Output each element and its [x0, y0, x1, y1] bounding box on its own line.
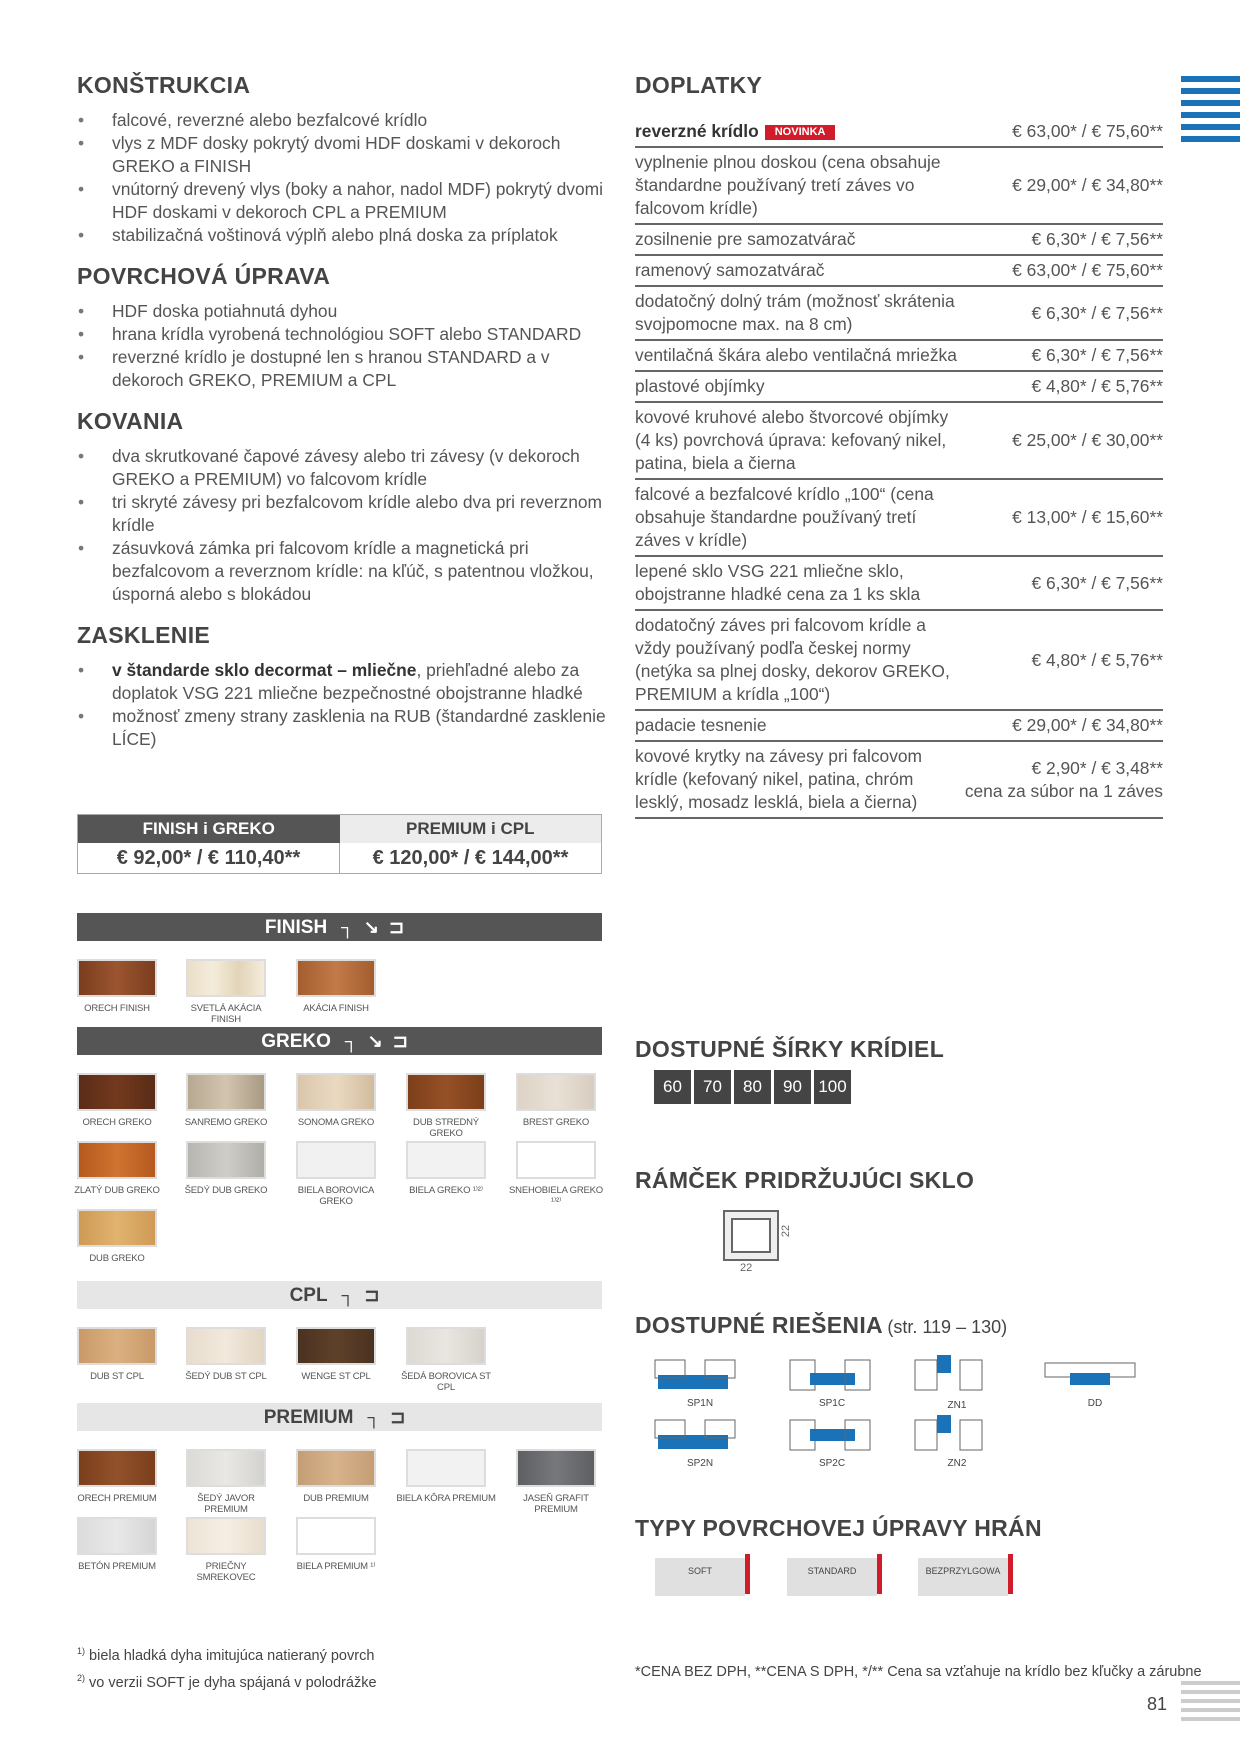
list-item: • reverzné krídlo je dostupné len s hranou STANDARD a v dekoroch GREKO, PREMIUM a CPL [77, 346, 612, 392]
edge-marker [745, 1554, 755, 1594]
swatch-label: SVETLÁ AKÁCIA FINISH [190, 1003, 262, 1025]
swatch [296, 959, 376, 997]
width-chip: 90 [774, 1070, 811, 1104]
price-finish-greko: € 92,00* / € 110,40** [78, 843, 340, 873]
bold-text: v štandarde sklo decormat – mliečne [112, 660, 417, 680]
swatch [406, 1141, 486, 1179]
swatch-label: ZLATÝ DUB GREKO [74, 1185, 160, 1196]
swatch [516, 1073, 596, 1111]
table-row [635, 340, 1163, 371]
width-chip: 70 [694, 1070, 731, 1104]
edge-marker [1008, 1554, 1018, 1594]
solution-label: ZN1 [947, 1400, 967, 1411]
list-item: • vnútorný drevený vlys (boky a nahor, nadol MDF) pokrytý dvomi HDF doskami v dekoroch CPL a PREMIUM [77, 178, 612, 224]
greko-band [77, 1027, 602, 1055]
width-chip: 80 [734, 1070, 771, 1104]
swatch [77, 959, 157, 997]
row-label: kovové kruhové alebo štvorcové objímky (4 ks) povrchová úprava: kefovaný nikel, patina, biela a čierna [635, 402, 965, 479]
row-label: kovové krytky na závesy pri falcovom krídle (kefovaný nikel, patina, chróm lesklý, mosadz lesklá, biela a čierna) [635, 741, 965, 818]
solution-label: ZN2 [947, 1458, 967, 1469]
swatch-label: AKÁCIA FINISH [303, 1003, 369, 1014]
footnotes [77, 1640, 377, 1694]
row-label: vyplnenie plnou doskou (cena obsahuje štandardne používaný tretí záves vo falcovom krídle) [635, 147, 965, 224]
row-label: dodatočný dolný trám (možnosť skrátenia svojpomocne max. na 8 cm) [635, 286, 965, 340]
row-label: zosilnenie pre samozatvárač [635, 224, 965, 255]
table-row [635, 556, 1163, 610]
row-price: € 63,00* / € 75,60** [965, 255, 1163, 286]
swatch [186, 1517, 266, 1555]
table-row [635, 741, 1163, 818]
zn1-door [937, 1355, 951, 1373]
row-label: plastové objímky [635, 371, 965, 402]
povrchova-list [77, 300, 612, 392]
row-label: ventilačná škára alebo ventilačná mriežka [635, 340, 965, 371]
swatch [406, 1073, 486, 1111]
blue-stripes-decoration [1181, 76, 1240, 148]
row-label: dodatočný záves pri falcovom krídle a vždy používaný podľa českej normy (netýka sa plnej dosky, dekorov GREKO, PREMIUM a krídla „100“) [635, 610, 965, 710]
page-number: 81 [1147, 1694, 1168, 1714]
swatch [186, 1449, 266, 1487]
row-label: falcové a bezfalcové krídlo „100“ (cena obsahuje štandardne používaný tretí záves v krídle) [635, 479, 965, 556]
doplatky-title: DOPLATKY [635, 72, 763, 98]
door-type-icons: ┐↘⊐ [344, 1031, 418, 1051]
zn2-frame [915, 1420, 937, 1450]
swatch-label: ŠEDÝ JAVOR PREMIUM [197, 1493, 255, 1515]
left-column [77, 72, 612, 767]
list-item: • zásuvková zámka pri falcovom krídle a magnetická pri bezfalcovom a reverznom krídle: na kľúč, s patentnou vložkou, úsporná alebo s blokádou [77, 537, 612, 606]
band-label: PREMIUM [263, 1407, 354, 1428]
edge-label: SOFT [688, 1566, 712, 1576]
footnote-2: $^{2)}$ vo verzii SOFT je dyha spájaná v polodrážke [77, 1672, 377, 1691]
table-row [635, 710, 1163, 741]
table-row [635, 610, 1163, 710]
sp2n-door [658, 1435, 728, 1449]
swatch-label: BIELA PREMIUM ¹⁾ [296, 1561, 376, 1572]
hrany-title: TYPY POVRCHOVEJ ÚPRAVY HRÁN [635, 1515, 1042, 1541]
table-row [635, 224, 1163, 255]
swatch [186, 1141, 266, 1179]
swatch [516, 1449, 596, 1487]
list-text: , priehľadné alebo za doplatok VSG 221 mliečne bezpečnostné obojstranne hladké [112, 660, 583, 703]
door-type-icons: ┐⊐ [341, 1285, 390, 1305]
swatch [406, 1449, 486, 1487]
povrchova-title: POVRCHOVÁ ÚPRAVA [77, 263, 331, 289]
swatch-label: DUB STREDNÝ GREKO [413, 1117, 479, 1139]
table-row [635, 147, 1163, 224]
swatch [296, 1073, 376, 1111]
swatch-label: ORECH FINISH [84, 1003, 150, 1014]
swatch [296, 1517, 376, 1555]
price: € 2,90* / € 3,48** [1031, 757, 1163, 778]
list-item: • hrana krídla vyrobená technológiou SOFT alebo STANDARD [77, 323, 612, 346]
swatch-label: ŠEDÁ BOROVICA ST CPL [401, 1371, 491, 1393]
footnote-text: vo verzii SOFT je dyha spájaná v polodrážke [89, 1674, 377, 1691]
price-premium-cpl: € 120,00* / € 144,00** [372, 847, 569, 869]
dimension-label: 22 [780, 1224, 793, 1238]
zn1-frame [915, 1360, 937, 1390]
swatch-label: PRIEČNY SMREKOVEC [196, 1561, 256, 1583]
list-item: • vlys z MDF dosky pokrytý dvomi HDF doskami v dekoroch GREKO a FINISH [77, 132, 612, 178]
right-column [635, 72, 1163, 819]
price-footnote: *CENA BEZ DPH, **CENA S DPH, */** Cena sa vzťahuje na krídlo bez kľučky a zárubne [635, 1664, 1202, 1680]
list-item [77, 659, 612, 705]
swatch-label: DUB PREMIUM [303, 1493, 369, 1504]
premium-band [77, 1403, 602, 1431]
doplatky-table [635, 117, 1163, 819]
zasklenie-title: ZASKLENIE [77, 622, 211, 648]
swatch [77, 1209, 157, 1247]
swatch-label: ŠEDÝ DUB ST CPL [185, 1371, 267, 1382]
swatch-label: BETÓN PREMIUM [78, 1561, 156, 1572]
swatch [296, 1141, 376, 1179]
swatch [516, 1141, 596, 1179]
riesenia-title: DOSTUPNÉ RIEŠENIA [635, 1312, 883, 1338]
swatch-label: SONOMA GREKO [297, 1117, 375, 1128]
list-item: • tri skryté závesy pri bezfalcovom krídle alebo dva pri reverznom krídle [77, 491, 612, 537]
finish-band [77, 913, 602, 941]
swatch-label: BIELA KÔRA PREMIUM [396, 1493, 496, 1504]
footnote-1: $^{1)}$ biela hladká dyha imitujúca natieraný povrch [77, 1646, 375, 1664]
table-row [635, 402, 1163, 479]
frame-profile-diagram [718, 1205, 798, 1280]
edge-marker [877, 1554, 887, 1594]
riesenia-pages: (str. 119 – 130) [887, 1317, 1008, 1337]
row-price: € 6,30* / € 7,56** [965, 224, 1163, 255]
zn1-frame [960, 1360, 982, 1390]
band-label: FINISH [264, 917, 328, 938]
swatch [186, 1327, 266, 1365]
dimension-label: 22 [740, 1262, 753, 1274]
price-header-finish-greko: FINISH i GREKO [78, 815, 340, 843]
sp1n-door [658, 1375, 728, 1389]
konstrukcia-title: KONŠTRUKCIA [77, 72, 251, 98]
swatch-label: SANREMO GREKO [184, 1117, 268, 1128]
price-note: cena za súbor na 1 záves [964, 780, 1163, 801]
swatch-label: ORECH GREKO [82, 1117, 152, 1128]
ramcek-title: RÁMČEK PRIDRŽUJÚCI SKLO [635, 1167, 975, 1193]
row-price: € 6,30* / € 7,56** [965, 556, 1163, 610]
swatch-label: DUB GREKO [89, 1253, 145, 1264]
row-label [635, 117, 965, 147]
solution-label: SP2N [686, 1458, 714, 1469]
base-price-table [77, 814, 602, 874]
first-label: reverzné krídlo [635, 121, 759, 141]
swatch-label: ORECH PREMIUM [77, 1493, 157, 1504]
sp2c-door [810, 1429, 855, 1441]
edge-label: BEZPRZYLGOWA [925, 1566, 1001, 1576]
list-item: • falcové, reverzné alebo bezfalcové krídlo [77, 109, 612, 132]
door-type-icons: ┐⊐ [367, 1407, 416, 1427]
row-price: € 29,00* / € 34,80** [965, 710, 1163, 741]
row-label: lepené sklo VSG 221 mliečne sklo, obojstranne hladké cena za 1 ks skla [635, 556, 965, 610]
swatch [406, 1327, 486, 1365]
row-price: € 63,00* / € 75,60** [965, 117, 1163, 147]
table-row [635, 479, 1163, 556]
edge-label: STANDARD [807, 1566, 857, 1576]
swatch-label: JASEŇ GRAFIT PREMIUM [523, 1493, 589, 1515]
zn2-door [937, 1415, 951, 1433]
row-price: € 4,80* / € 5,76** [965, 610, 1163, 710]
swatch [77, 1327, 157, 1365]
sirky-title: DOSTUPNÉ ŠÍRKY KRÍDIEL [635, 1036, 945, 1062]
row-price [965, 741, 1163, 818]
zasklenie-list [77, 659, 612, 751]
swatch [296, 1449, 376, 1487]
swatch-label: BREST GREKO [522, 1117, 590, 1128]
row-label: padacie tesnenie [635, 710, 965, 741]
list-item: • stabilizačná voštinová výplň alebo plná doska za príplatok [77, 224, 612, 247]
solution-label: SP2C [818, 1458, 846, 1469]
edge-type-soft [655, 1558, 745, 1596]
row-price: € 29,00* / € 34,80** [965, 147, 1163, 224]
solution-label: SP1C [818, 1398, 846, 1409]
row-price: € 4,80* / € 5,76** [965, 371, 1163, 402]
swatch [77, 1449, 157, 1487]
width-chip: 60 [654, 1070, 691, 1104]
dd-door [1070, 1373, 1110, 1385]
list-item: • možnosť zmeny strany zasklenia na RUB (štandardné zasklenie LÍCE) [77, 705, 612, 751]
table-row [635, 286, 1163, 340]
zn2-frame [960, 1420, 982, 1450]
solution-label: SP1N [686, 1398, 714, 1409]
frame-shape [724, 1211, 778, 1260]
swatch [186, 959, 266, 997]
swatch-label: WENGE ST CPL [301, 1371, 371, 1382]
price-header-premium-cpl: PREMIUM i CPL [340, 815, 602, 843]
band-label: CPL [289, 1285, 328, 1306]
swatch-label: DUB ST CPL [90, 1371, 144, 1382]
swatch-label: BIELA GREKO ¹⁾²⁾ [409, 1185, 483, 1196]
swatch-label: ŠEDÝ DUB GREKO [184, 1185, 268, 1196]
door-type-icons: ┐↘⊐ [341, 917, 415, 937]
row-price: € 13,00* / € 15,60** [965, 479, 1163, 556]
swatch [296, 1327, 376, 1365]
solution-label: DD [1087, 1398, 1103, 1409]
edge-type-bezprzylgowa [918, 1558, 1008, 1596]
grey-stripes-decoration [1181, 1681, 1240, 1726]
swatch [77, 1073, 157, 1111]
row-price: € 6,30* / € 7,56** [965, 286, 1163, 340]
riesenia-heading [635, 1312, 1007, 1339]
row-price: € 6,30* / € 7,56** [965, 340, 1163, 371]
cpl-band [77, 1281, 602, 1309]
footnote-text: biela hladká dyha imitujúca natieraný povrch [89, 1647, 375, 1664]
swatch [186, 1073, 266, 1111]
swatch-label: BIELA BOROVICA GREKO [297, 1185, 375, 1207]
width-options [654, 1070, 854, 1104]
row-label: ramenový samozatvárač [635, 255, 965, 286]
novinka-badge: NOVINKA [765, 125, 836, 140]
list-item: • dva skrutkované čapové závesy alebo tri závesy (v dekoroch GREKO a PREMIUM) vo falcovom krídle [77, 445, 612, 491]
swatch [77, 1141, 157, 1179]
swatch-label: SNEHOBIELA GREKO ¹⁾²⁾ [509, 1185, 603, 1207]
table-row [635, 371, 1163, 402]
swatch [77, 1517, 157, 1555]
table-row [635, 255, 1163, 286]
kovania-title: KOVANIA [77, 408, 184, 434]
sp1c-door [810, 1373, 855, 1385]
table-row [635, 117, 1163, 147]
edge-type-standard [787, 1558, 877, 1596]
row-price: € 25,00* / € 30,00** [965, 402, 1163, 479]
solutions-diagram [650, 1355, 1170, 1470]
kovania-list [77, 445, 612, 606]
konstrukcia-list [77, 109, 612, 247]
width-chip: 100 [814, 1070, 851, 1104]
list-item: • HDF doska potiahnutá dyhou [77, 300, 612, 323]
band-label: GREKO [261, 1031, 331, 1052]
